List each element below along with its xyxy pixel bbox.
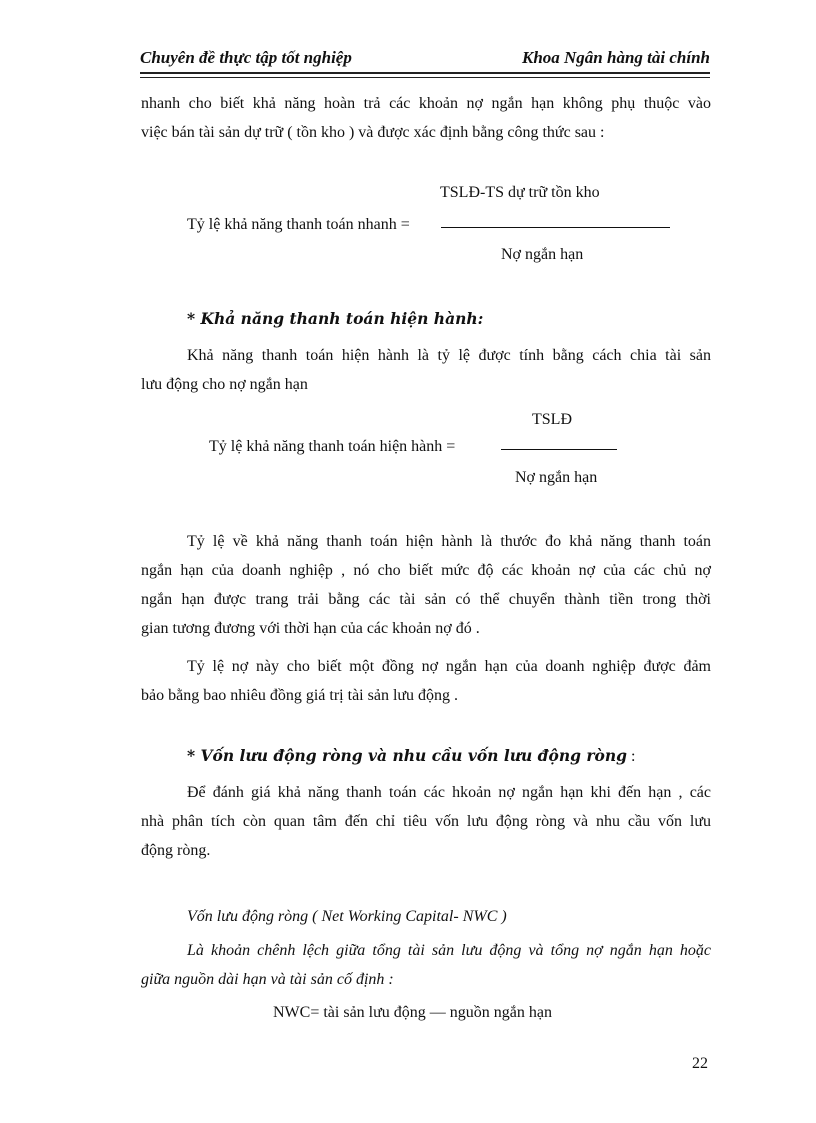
ratio-line-2: bảo bằng bao nhiêu đồng giá trị tài sản lưu động . [141, 687, 459, 704]
section-heading-nwc-colon: : [626, 748, 636, 765]
quick-ratio-label: Tỷ lệ khả năng thanh toán nhanh = [187, 216, 410, 233]
measure-line-4: gian tương đương với thời hạn của các khoản nợ đó . [141, 620, 480, 637]
measure-line-2: ngắn hạn của doanh nghiệp , nó cho biết mức độ các khoản nợ của các chủ nợ [141, 562, 711, 579]
intro-line-2: việc bán tài sản dự trữ ( tồn kho ) và được xác định bằng công thức sau : [141, 124, 605, 141]
current-ratio-denominator: Nợ ngắn hạn [515, 469, 598, 486]
measure-line-1: Tỷ lệ về khả năng thanh toán hiện hành là thước đo khả năng thanh toán [187, 533, 711, 550]
quick-ratio-denominator: Nợ ngắn hạn [501, 246, 584, 263]
intro-line-1: nhanh cho biết khả năng hoàn trả các khoản nợ ngắn hạn không phụ thuộc vào [141, 95, 711, 112]
quick-ratio-numerator: TSLĐ-TS dự trữ tồn kho [440, 184, 600, 201]
section-heading-current-ratio: * Khả năng thanh toán hiện hành: [187, 309, 484, 328]
header-right: Khoa Ngân hàng tài chính [521, 48, 710, 67]
section-heading-nwc-text: * Vốn lưu động ròng và nhu cầu vốn lưu động ròng [187, 746, 627, 765]
header-left: Chuyên đề thực tập tốt nghiệp [140, 48, 352, 67]
section-heading-nwc [187, 746, 635, 766]
quick-ratio-fraction-bar [441, 227, 670, 228]
measure-paragraph [141, 527, 711, 643]
nwc-formula: NWC= tài sản lưu động — nguồn ngắn hạn [273, 1004, 552, 1021]
nwc-definition-line-1: Là khoản chênh lệch giữa tổng tài sản lưu động và tổng nợ ngắn hạn hoặc [187, 942, 711, 959]
current-ratio-label: Tỷ lệ khả năng thanh toán hiện hành = [209, 438, 456, 455]
nwc-intro-line-2: nhà phân tích còn quan tâm đến chỉ tiêu vốn lưu động ròng và nhu cầu vốn lưu [141, 813, 711, 830]
current-ratio-line-2: lưu động cho nợ ngắn hạn [141, 376, 308, 393]
ratio-line-1: Tỷ lệ nợ này cho biết một đồng nợ ngắn hạn của doanh nghiệp được đảm [187, 658, 711, 675]
current-ratio-paragraph [141, 341, 711, 399]
current-ratio-numerator: TSLĐ [532, 411, 572, 428]
nwc-definition-line-2: giữa nguồn dài hạn và tài sản cố định : [141, 971, 394, 988]
nwc-intro-line-1: Để đánh giá khả năng thanh toán các hkoản nợ ngắn hạn khi đến hạn , các [187, 784, 711, 801]
current-ratio-fraction-bar [501, 449, 617, 450]
header-rule-thick [140, 72, 710, 74]
ratio-paragraph [141, 652, 711, 710]
nwc-intro-paragraph [141, 778, 711, 865]
page-number: 22 [692, 1055, 708, 1072]
nwc-definition-paragraph [141, 936, 711, 994]
nwc-title: Vốn lưu động ròng ( Net Working Capital- NWC ) [187, 908, 507, 925]
nwc-intro-line-3: động ròng. [141, 842, 211, 859]
current-ratio-line-1: Khả năng thanh toán hiện hành là tỷ lệ được tính bằng cách chia tài sản [187, 347, 711, 364]
header-rule-thin [140, 77, 710, 78]
measure-line-3: ngắn hạn được trang trải bằng các tài sản có thể chuyển thành tiền trong thời [141, 591, 711, 608]
intro-paragraph [141, 89, 711, 147]
